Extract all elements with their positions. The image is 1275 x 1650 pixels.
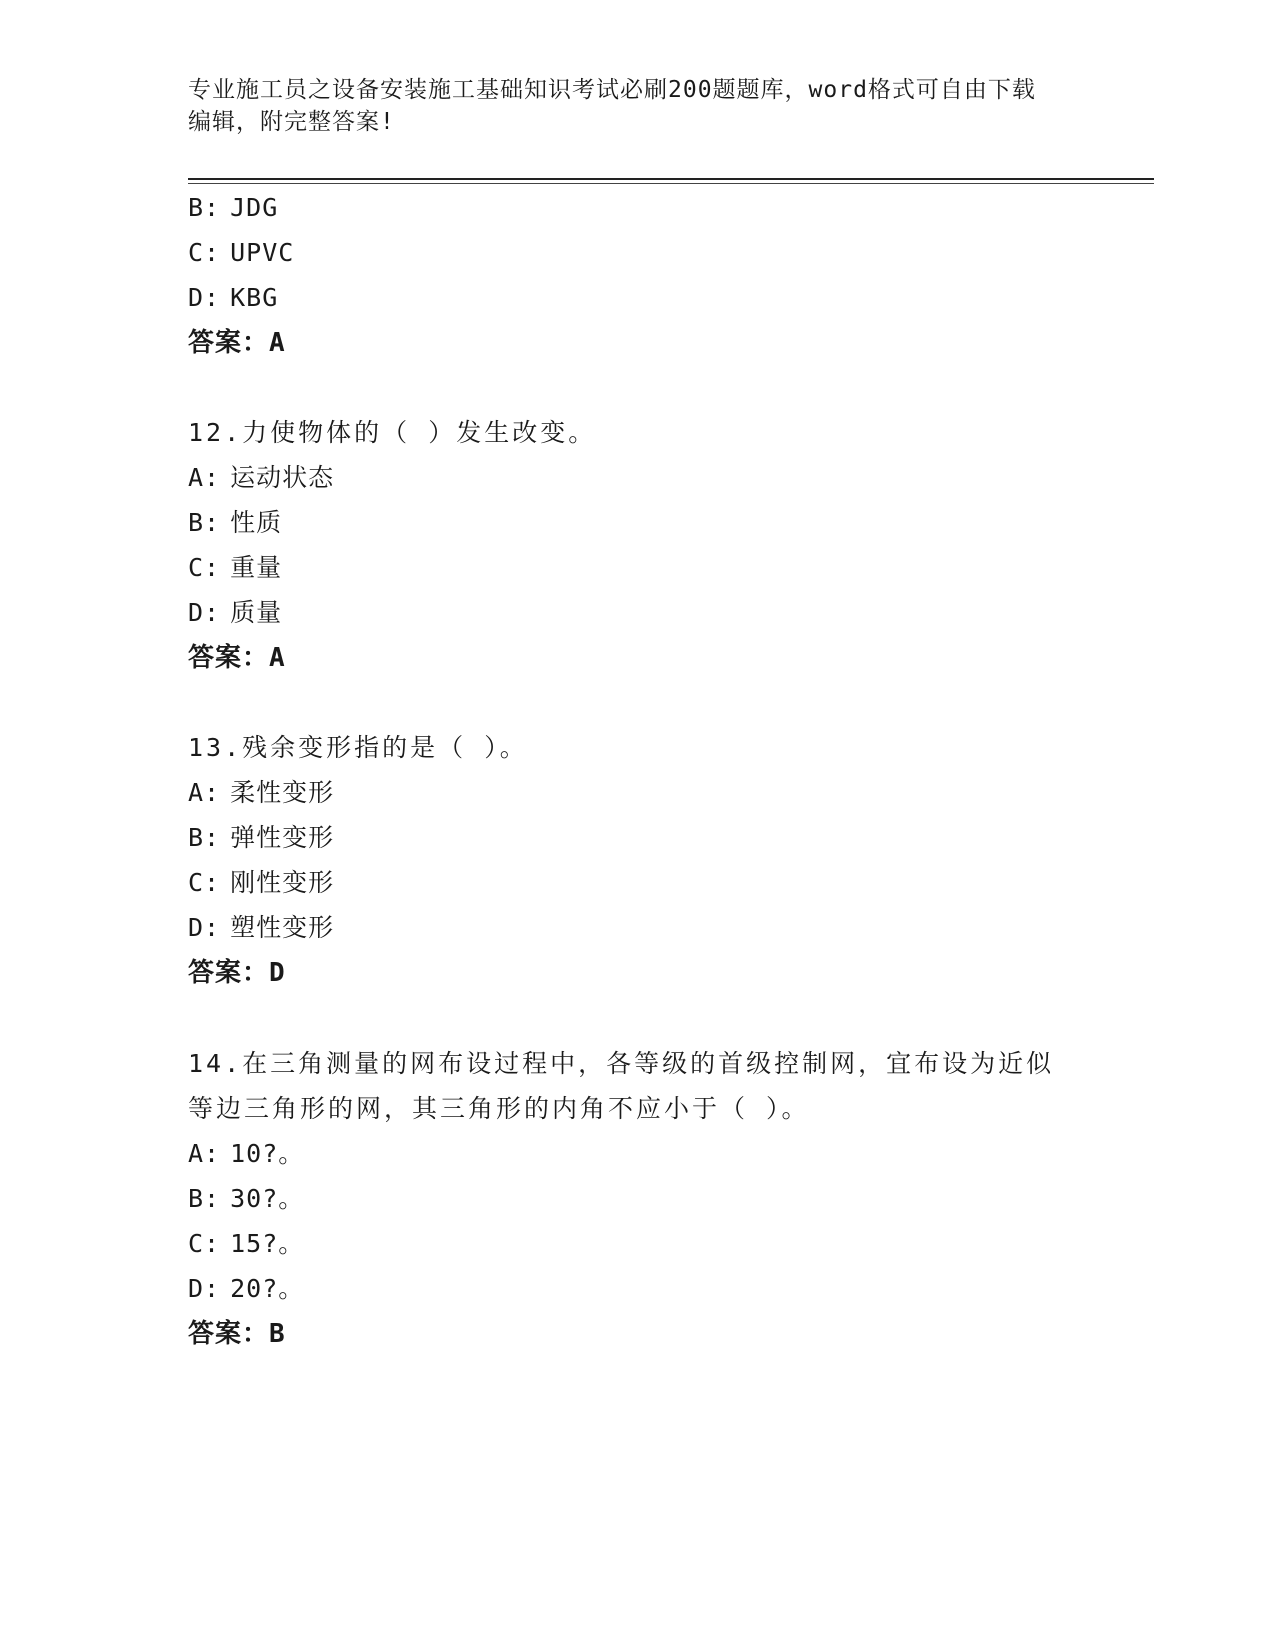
option-label: B: [188,193,221,222]
q12-option-b [188,507,282,539]
option-text: 运动状态 [230,463,335,492]
option-label: B: [188,508,221,537]
option-text: 20?。 [230,1274,305,1303]
option-label: A: [188,463,221,492]
q14-answer: 答案：B [188,1319,286,1349]
q12-option-c [188,552,282,584]
option-text: 塑性变形 [230,913,335,942]
header-title-line-1: 专业施工员之设备安装施工基础知识考试必刷200题题库，word格式可自由下载 [188,77,1036,103]
q13-option-a [188,777,334,809]
q14-option-a [188,1138,304,1170]
option-label: D: [188,598,221,627]
option-text: 弹性变形 [230,823,335,852]
option-label: D: [188,913,221,942]
q11-option-d [188,282,278,314]
q14-question-line-1: 14.在三角测量的网布设过程中，各等级的首级控制网，宜布设为近似 [188,1049,1055,1078]
option-text: UPVC [230,238,295,267]
option-text: 性质 [230,508,283,537]
q13-option-c [188,867,334,899]
option-text: 重量 [230,553,283,582]
header-title-line-2: 编辑，附完整答案! [188,109,395,135]
q14-option-b [188,1183,304,1215]
q12-option-a [188,462,334,494]
q13-answer: 答案：D [188,958,286,988]
header-divider-thin [188,183,1154,184]
option-label: A: [188,778,221,807]
q14-option-c [188,1228,304,1260]
option-label: C: [188,238,221,267]
document-header [188,74,1088,138]
option-text: KBG [230,283,279,312]
q14-option-d [188,1273,304,1305]
q12-question: 12.力使物体的（ ）发生改变。 [188,418,597,447]
option-text: JDG [230,193,279,222]
q11-option-c [188,237,294,269]
option-text: 10?。 [230,1139,305,1168]
q12-option-d [188,597,282,629]
option-label: B: [188,823,221,852]
header-divider-thick [188,178,1154,180]
option-text: 15?。 [230,1229,305,1258]
option-label: D: [188,283,221,312]
q11-option-b [188,192,278,224]
option-label: D: [188,1274,221,1303]
option-label: C: [188,868,221,897]
option-label: B: [188,1184,221,1213]
option-text: 质量 [230,598,283,627]
option-text: 刚性变形 [230,868,335,897]
option-text: 柔性变形 [230,778,335,807]
q13-option-d [188,912,334,944]
q14-question-line-2: 等边三角形的网，其三角形的内角不应小于（ ）。 [188,1094,810,1123]
option-label: A: [188,1139,221,1168]
option-label: C: [188,1229,221,1258]
option-text: 30?。 [230,1184,305,1213]
q13-option-b [188,822,334,854]
q11-answer: 答案：A [188,328,286,358]
q13-question: 13.残余变形指的是（ ）。 [188,733,528,762]
option-label: C: [188,553,221,582]
q12-answer: 答案：A [188,643,286,673]
